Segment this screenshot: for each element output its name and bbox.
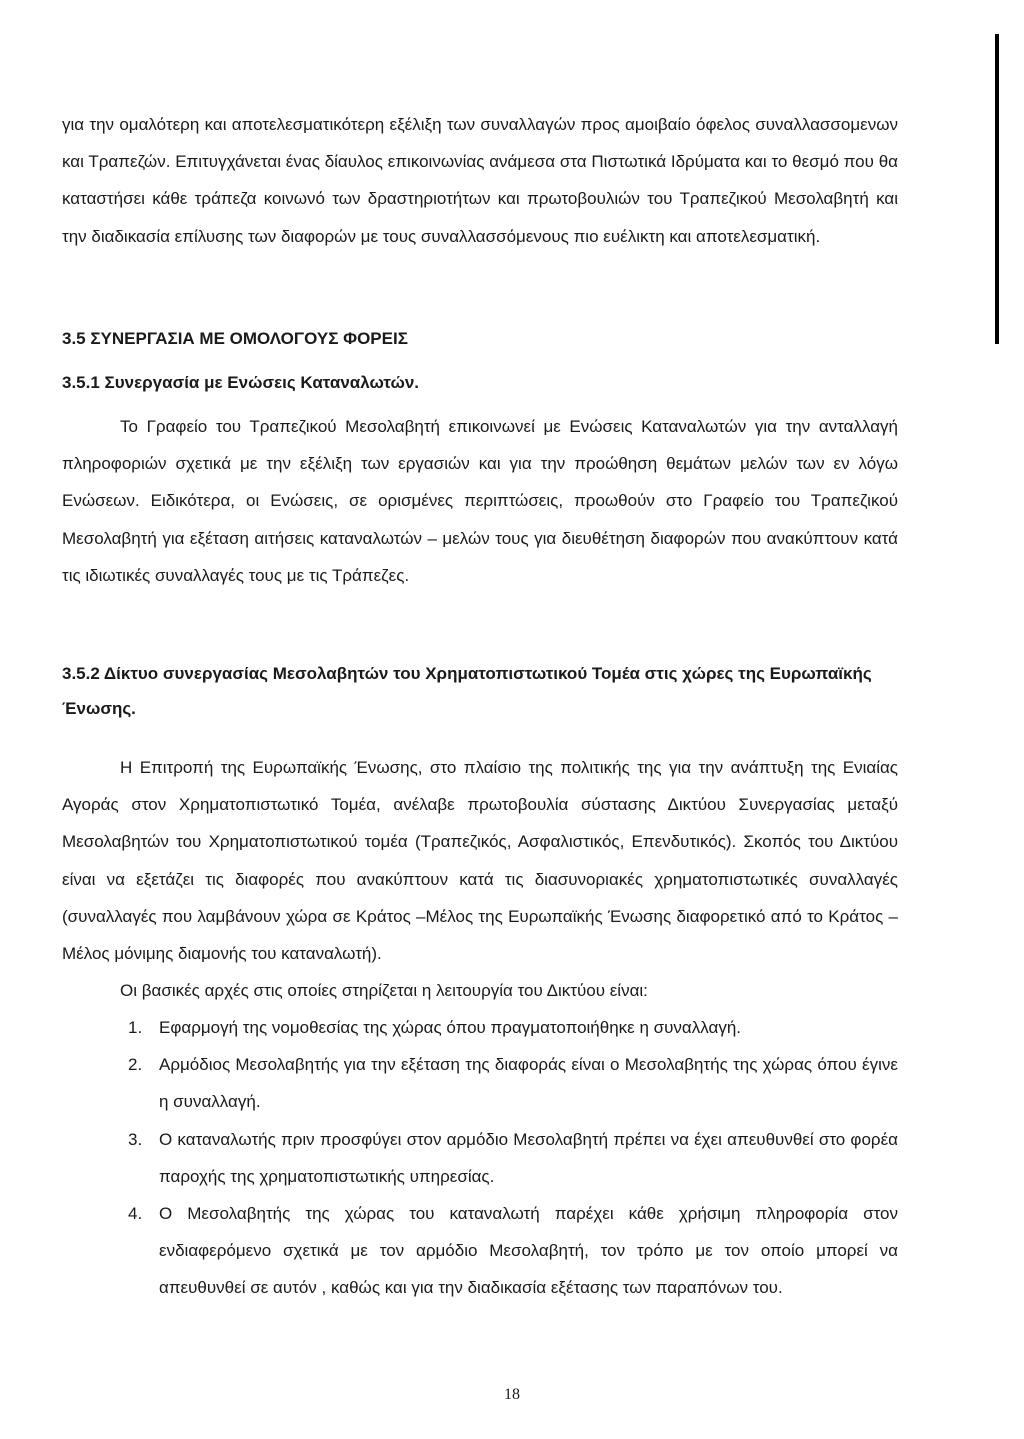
list-item-text: Ο Μεσολαβητής της χώρας του καταναλωτή παρέχει κάθε χρήσιμη πληροφορία στον ενδιαφερόμενο σχετικά με τον αρμόδιο Μεσολαβητή, τον τρόπο με τον οποίο μπορεί να απευθυνθεί σε αυτόν , καθώς και για την διαδικασία εξέτασης των παραπόνων του. — [159, 1204, 898, 1298]
list-item — [62, 1195, 898, 1307]
list-item — [62, 1009, 898, 1046]
subsection-heading-3-5-2: 3.5.2 Δίκτυο συνεργασίας Μεσολαβητών του Χρηματοπιστωτικού Τομέα στις χώρες της Ευρωπαϊκής Ένωσης. — [62, 664, 872, 718]
list-item-number: 1. — [128, 1018, 143, 1037]
subsection-heading-3-5-1: 3.5.1 Συνεργασία με Ενώσεις Καταναλωτών. — [62, 373, 420, 392]
list-item-number: 4. — [128, 1204, 143, 1224]
list-item-text: Αρμόδιος Μεσολαβητής για την εξέταση της διαφοράς είναι ο Μεσολαβητής της χώρας όπου έγινε η συναλλαγή. — [159, 1055, 898, 1112]
paragraph-consumer-unions: Το Γραφείο του Τραπεζικού Μεσολαβητή επικοινωνεί με Ενώσεις Καταναλωτών για την ανταλλαγή πληροφοριών σχετικά με την εξέλιξη των εργασιών και για την προώθηση θεμάτων μελών των εν λόγω Ενώσεων. Ειδικότερα, οι Ενώσεις, σε ορισμένες περιπτώσεις, προωθούν στο Γραφείο του Τραπεζικού Μεσολαβητή για εξέταση αιτήσεις καταναλωτών – μελών τους για διευθέτηση διαφορών που ανακύπτουν κατά τις ιδιωτικές συναλλαγές τους με τις Τράπεζες. — [62, 417, 898, 585]
paragraph-eu-network: Η Επιτροπή της Ευρωπαϊκής Ένωσης, στο πλαίσιο της πολιτικής της για την ανάπτυξη της Ενιαίας Αγοράς στον Χρηματοπιστωτικό Τομέα, ανέλαβε πρωτοβουλία σύστασης Δικτύου Συνεργασίας μεταξύ Μεσολαβητών του Χρηματοπιστωτικού τομέα (Τραπεζικός, Ασφαλιστικός, Επενδυτικός). Σκοπός του Δικτύου είναι να εξετάζει τις διαφορές που ανακύπτουν κατά τις διασυνοριακές χρηματοπιστωτικές συναλλαγές (συναλλαγές που λαμβάνουν χώρα σε Κράτος –Μέλος της Ευρωπαϊκής Ένωσης διαφορετικό από το Κράτος – Μέλος μόνιμης διαμονής του καταναλωτή). — [62, 758, 898, 964]
list-item — [62, 1121, 898, 1195]
list-item-number: 3. — [128, 1129, 143, 1149]
section-heading-3-5: 3.5 ΣΥΝΕΡΓΑΣΙΑ ΜΕ ΟΜΟΛΟΓΟΥΣ ΦΟΡΕΙΣ — [62, 329, 408, 348]
list-item-text: Εφαρμογή της νομοθεσίας της χώρας όπου πραγματοποιήθηκε η συναλλαγή. — [159, 1018, 742, 1037]
list-intro: Οι βασικές αρχές στις οποίες στηρίζεται η λειτουργία του Δικτύου είναι: — [120, 981, 648, 1000]
principles-list — [62, 1009, 898, 1307]
list-item-number: 2. — [128, 1055, 143, 1075]
list-item — [62, 1046, 898, 1120]
page-number: 18 — [504, 1386, 520, 1403]
list-item-text: Ο καταναλωτής πριν προσφύγει στον αρμόδιο Μεσολαβητή πρέπει να έχει απευθυνθεί στο φορέα παροχής της χρηματοπιστωτικής υπηρεσίας. — [159, 1129, 898, 1186]
paragraph-continued: για την ομαλότερη και αποτελεσματικότερη εξέλιξη των συναλλαγών προς αμοιβαίο όφελος συναλλασσομενων και Τραπεζών. Επιτυγχάνεται ένας δίαυλος επικοινωνίας ανάμεσα στα Πιστωτικά Ιδρύματα και το θεσμό που θα καταστήσει κάθε τράπεζα κοινωνό των δραστηριοτήτων και πρωτοβουλιών του Τραπεζικού Μεσολαβητή και την διαδικασία επίλυσης των διαφορών με τους συναλλασσόμενους πιο ευέλικτη και αποτελεσματική. — [62, 115, 898, 246]
